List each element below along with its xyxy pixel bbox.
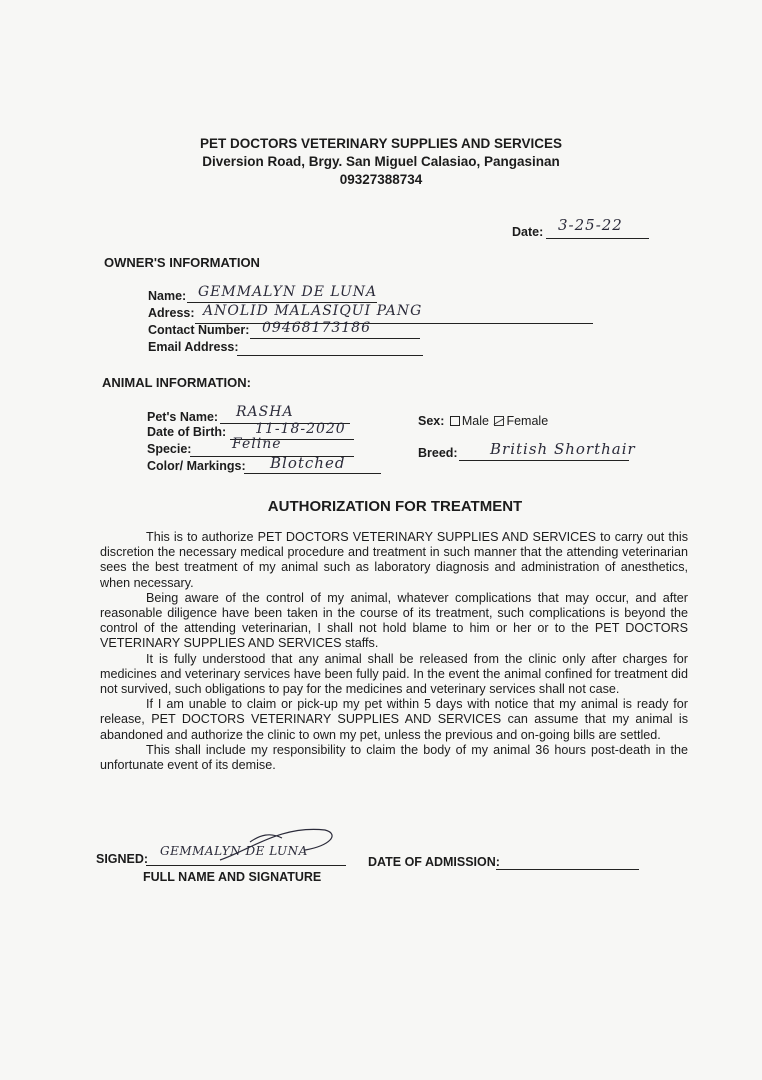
species-value: Feline: [232, 436, 282, 452]
signed-label: SIGNED:: [96, 852, 149, 866]
authorization-paragraph-5: This shall include my responsibility to claim the body of my animal 36 hours post-death in the unfortunate event of its demise.: [100, 742, 688, 773]
pet-name-label: Pet's Name:: [147, 410, 219, 424]
owner-contact-label: Contact Number:: [148, 323, 250, 337]
signature-flourish-icon: [210, 820, 340, 870]
species-label: Specie:: [147, 442, 192, 456]
breed-line: [459, 460, 629, 461]
sex-field: [418, 414, 548, 428]
signature-caption: FULL NAME AND SIGNATURE: [143, 870, 322, 884]
sex-label: Sex:: [418, 414, 445, 428]
color-label: Color/ Markings:: [147, 459, 246, 473]
clinic-name: PET DOCTORS VETERINARY SUPPLIES AND SERVICES: [199, 136, 563, 151]
clinic-address: Diversion Road, Brgy. San Miguel Calasiao, Pangasinan: [202, 154, 560, 169]
admission-date-line: [496, 869, 639, 870]
owner-heading: OWNER'S INFORMATION: [104, 255, 260, 270]
dob-label: Date of Birth:: [147, 425, 227, 439]
male-checkbox[interactable]: [450, 416, 460, 426]
date-label: Date:: [512, 225, 544, 239]
clinic-phone: 09327388734: [339, 172, 423, 187]
authorization-paragraph-4: If I am unable to claim or pick-up my pet within 5 days with notice that my animal is ready for release, PET DOCTORS VETERINARY SUPPLIES AND SERVICES can assume that my animal is abandoned and authorize the clinic to own my pet, unless the previous and on-going bills are settled.: [100, 697, 688, 742]
color-value: Blotched: [270, 454, 346, 472]
authorization-paragraph-1: This is to authorize PET DOCTORS VETERINARY SUPPLIES AND SERVICES to carry out this discretion the necessary medical procedure and treatment in such manner that the attending veterinarian sees the best treatment of my animal such as laboratory diagnosis and administration of anesthetics, when necessary.: [100, 530, 688, 590]
owner-address-value: ANOLID MALASIQUI PANG: [203, 303, 423, 319]
owner-contact-line: [250, 338, 420, 339]
female-option: Female: [506, 414, 549, 428]
owner-contact-value: 09468173186: [262, 320, 371, 336]
owner-email-line: [237, 355, 423, 356]
breed-value: British Shorthair: [490, 440, 636, 458]
female-checkbox[interactable]: [494, 416, 504, 426]
authorization-paragraph-2: Being aware of the control of my animal, whatever complications that may occur, and after reasonable diligence have been taken in the course of its treatment, such complications is beyond the control of the attending veterinarian, I shall not hold blame to him or her or to the PET DOCTORS VETERINARY SUPPLIES AND SERVICES staffs.: [100, 590, 688, 651]
owner-name-label: Name:: [148, 289, 187, 303]
pet-name-value: RASHA: [236, 404, 294, 420]
dob-value: 11-18-2020: [255, 421, 346, 437]
authorization-paragraph-3: It is fully understood that any animal shall be released from the clinic only after charges for medicines and veterinary services have been fully paid. In the event the animal confined for treatment did not survived, such obligations to pay for the medicines and veterinary services shall not case.: [100, 651, 688, 697]
authorization-title: AUTHORIZATION FOR TREATMENT: [267, 498, 523, 515]
authorization-body: [100, 530, 688, 773]
animal-heading: ANIMAL INFORMATION:: [102, 375, 251, 390]
breed-label: Breed:: [418, 446, 458, 460]
male-option: Male: [461, 414, 489, 428]
color-line: [244, 473, 381, 474]
date-line: [546, 238, 649, 239]
owner-name-value: GEMMALYN DE LUNA: [198, 284, 378, 300]
signature-value: GEMMALYN DE LUNA: [160, 844, 308, 858]
owner-address-line: [195, 323, 593, 324]
date-value: 3-25-22: [558, 216, 623, 234]
admission-date-label: DATE OF ADMISSION:: [368, 855, 500, 869]
owner-email-label: Email Address:: [148, 340, 239, 354]
owner-address-label: Adress:: [148, 306, 195, 320]
